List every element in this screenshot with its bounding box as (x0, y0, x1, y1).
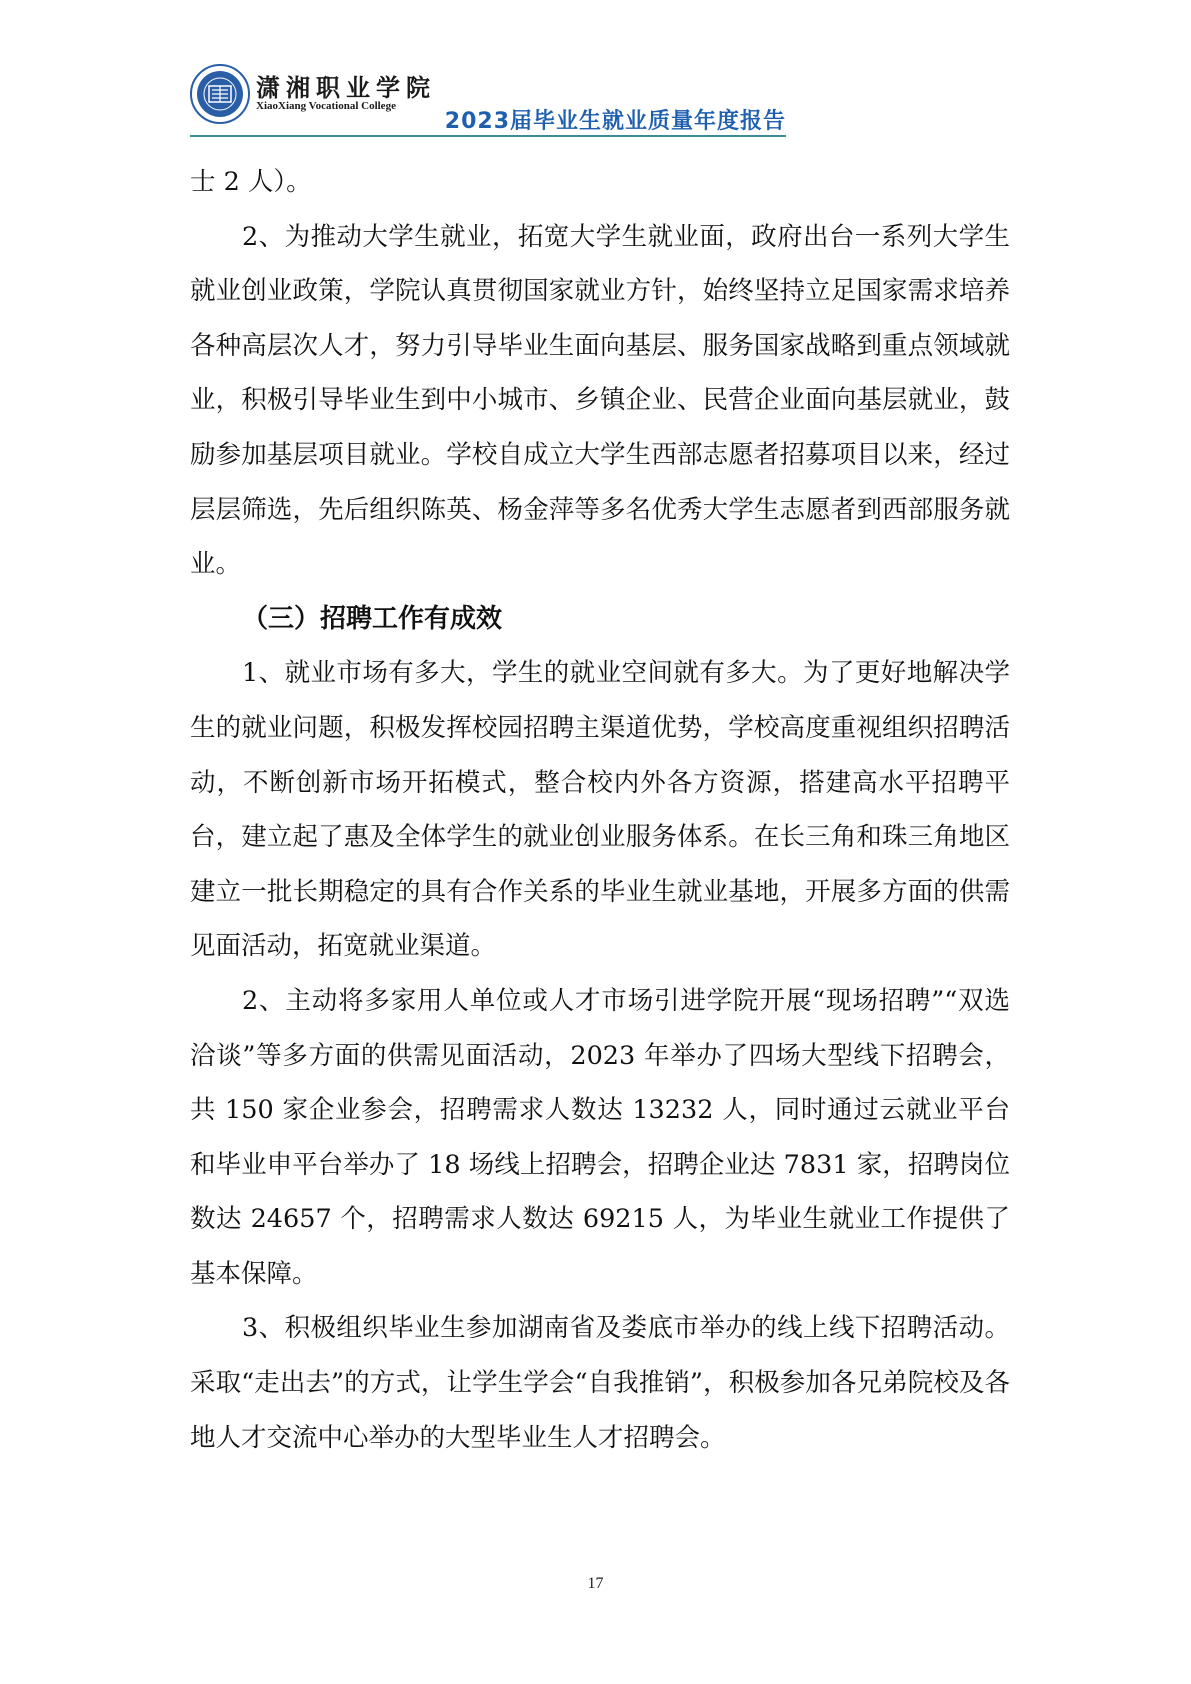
page-number: 17 (587, 1575, 604, 1592)
paragraph-outreach: 3、积极组织毕业生参加湖南省及娄底市举办的线上线下招聘活动。采取“走出去”的方式，让学生学会“自我推销”，积极参加各兄弟院校及各地人才交流中心举办的大型毕业生人才招聘会。 (190, 1313, 1010, 1453)
college-name-en: XiaoXiang Vocational College (256, 100, 396, 112)
page-body (190, 155, 1010, 1465)
paragraph-market: 1、就业市场有多大，学生的就业空间就有多大。为了更好地解决学生的就业问题，积极发挥校园招聘主渠道优势，学校高度重视组织招聘活动，不断创新市场开拓模式，整合校内外各方资源，搭建高水平招聘平台，建立起了惠及全体学生的就业创业服务体系。在长三角和珠三角地区建立一批长期稳定的具有合作关系的毕业生就业基地，开展多方面的供需见面活动，拓宽就业渠道。 (190, 658, 1010, 962)
college-seal-logo-icon (190, 64, 250, 124)
college-name-cn: 潇湘职业学院 (256, 73, 436, 102)
paragraph-continuation: 士 2 人）。 (190, 167, 312, 197)
header-divider (190, 135, 786, 137)
section-heading: （三）招聘工作有成效 (242, 603, 503, 634)
page-header (190, 52, 786, 140)
report-title: 2023届毕业生就业质量年度报告 (444, 109, 786, 134)
paragraph-recruitment-fairs: 2、主动将多家用人单位或人才市场引进学院开展“现场招聘”“双选洽谈”等多方面的供需见面活动，2023 年举办了四场大型线下招聘会，共 150 家企业参会，招聘需求人数达 13232 人，同时通过云就业平台和毕业申平台举办了 18 场线上招聘会，招聘企业达 7831 家，招聘岗位数达 24657 个，招聘需求人数达 69215 人，为毕业生就业工作提供了基本保障。 (190, 985, 1010, 1289)
paragraph-policy: 2、为推动大学生就业，拓宽大学生就业面，政府出台一系列大学生就业创业政策，学院认真贯彻国家就业方针，始终坚持立足国家需求培养各种高层次人才，努力引导毕业生面向基层、服务国家战略到重点领域就业，积极引导毕业生到中小城市、乡镇企业、民营企业面向基层就业，鼓励参加基层项目就业。学校自成立大学生西部志愿者招募项目以来，经过层层筛选，先后组织陈英、杨金萍等多名优秀大学生志愿者到西部服务就业。 (190, 221, 1010, 580)
